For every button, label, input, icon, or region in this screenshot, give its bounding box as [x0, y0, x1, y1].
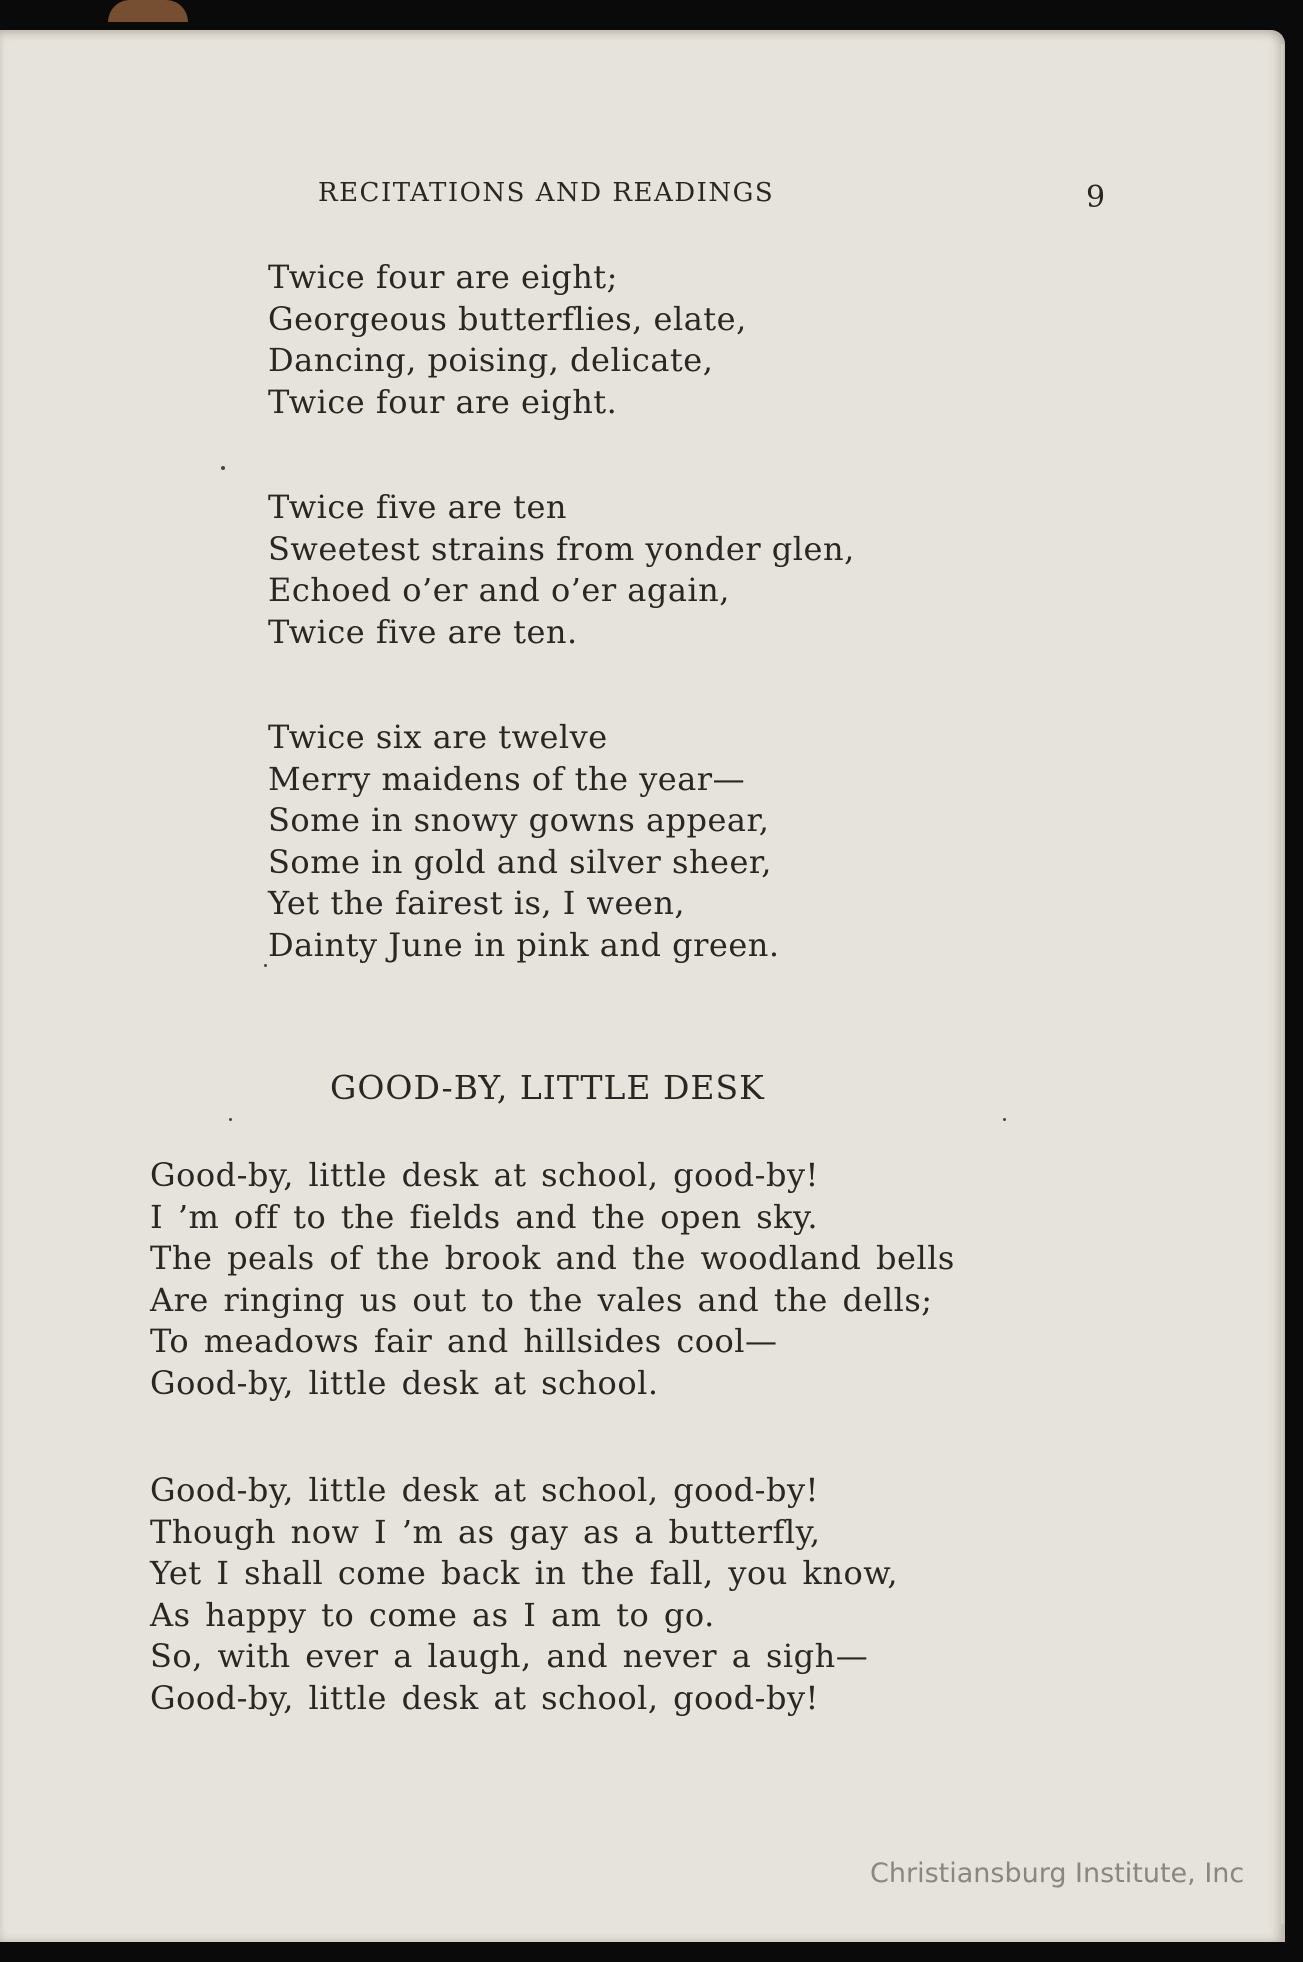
poem-line: Georgeous butterflies, elate,	[268, 299, 747, 338]
poem-line: Twice four are eight;	[268, 258, 618, 296]
poem-line: Twice five are ten	[268, 488, 568, 526]
poem-line: Yet the fairest is, I ween,	[268, 884, 686, 922]
poem-line: Dancing, poising, delicate,	[268, 341, 714, 379]
poem-line: I ’m off to the fields and the open sky.	[150, 1197, 819, 1236]
poem2-stanza-2	[150, 1470, 898, 1719]
poem-line: The peals of the brook and the woodland bells	[150, 1239, 955, 1277]
paper-speck	[264, 964, 267, 967]
poem-title: GOOD-BY, LITTLE DESK	[330, 1068, 765, 1107]
poem-line: As happy to come as I am to go.	[150, 1595, 715, 1634]
poem1-stanza-2	[268, 487, 855, 653]
paper-speck	[1003, 1118, 1006, 1121]
paper-speck	[229, 1118, 232, 1121]
watermark: Christiansburg Institute, Inc	[870, 1858, 1245, 1889]
running-head: RECITATIONS AND READINGS	[318, 178, 775, 208]
poem-line: Twice six are twelve	[268, 718, 608, 756]
poem-line: Twice five are ten.	[268, 612, 578, 651]
poem1-stanza-1	[268, 257, 747, 423]
poem-line: Are ringing us out to the vales and the dells;	[150, 1280, 933, 1319]
poem-line: Yet I shall come back in the fall, you know,	[150, 1554, 899, 1592]
poem-line: Sweetest strains from yonder glen,	[268, 529, 855, 568]
poem-line: Some in snowy gowns appear,	[268, 801, 770, 839]
poem1-stanza-3	[268, 717, 780, 966]
poem-line: Good-by, little desk at school, good-by!	[150, 1678, 819, 1717]
poem-line: Dainty June in pink and green.	[268, 925, 780, 964]
poem-line: Good-by, little desk at school, good-by!	[150, 1156, 819, 1194]
paper-speck	[221, 466, 225, 470]
poem-line: Twice four are eight.	[268, 382, 618, 421]
poem-line: Good-by, little desk at school.	[150, 1363, 659, 1402]
poem-line: Echoed o’er and o’er again,	[268, 571, 730, 609]
page-edge	[1281, 44, 1285, 1924]
poem-line: Though now I ’m as gay as a butterfly,	[150, 1512, 821, 1551]
page-number: 9	[1086, 180, 1106, 215]
poem-line: To meadows fair and hillsides cool—	[150, 1322, 778, 1360]
poem-line: Merry maidens of the year—	[268, 759, 746, 798]
poem-line: Good-by, little desk at school, good-by!	[150, 1471, 819, 1509]
poem-line: Some in gold and silver sheer,	[268, 842, 772, 881]
poem2-stanza-1	[150, 1155, 955, 1404]
poem-line: So, with ever a laugh, and never a sigh—	[150, 1637, 869, 1675]
bookmark-tab	[108, 0, 188, 22]
